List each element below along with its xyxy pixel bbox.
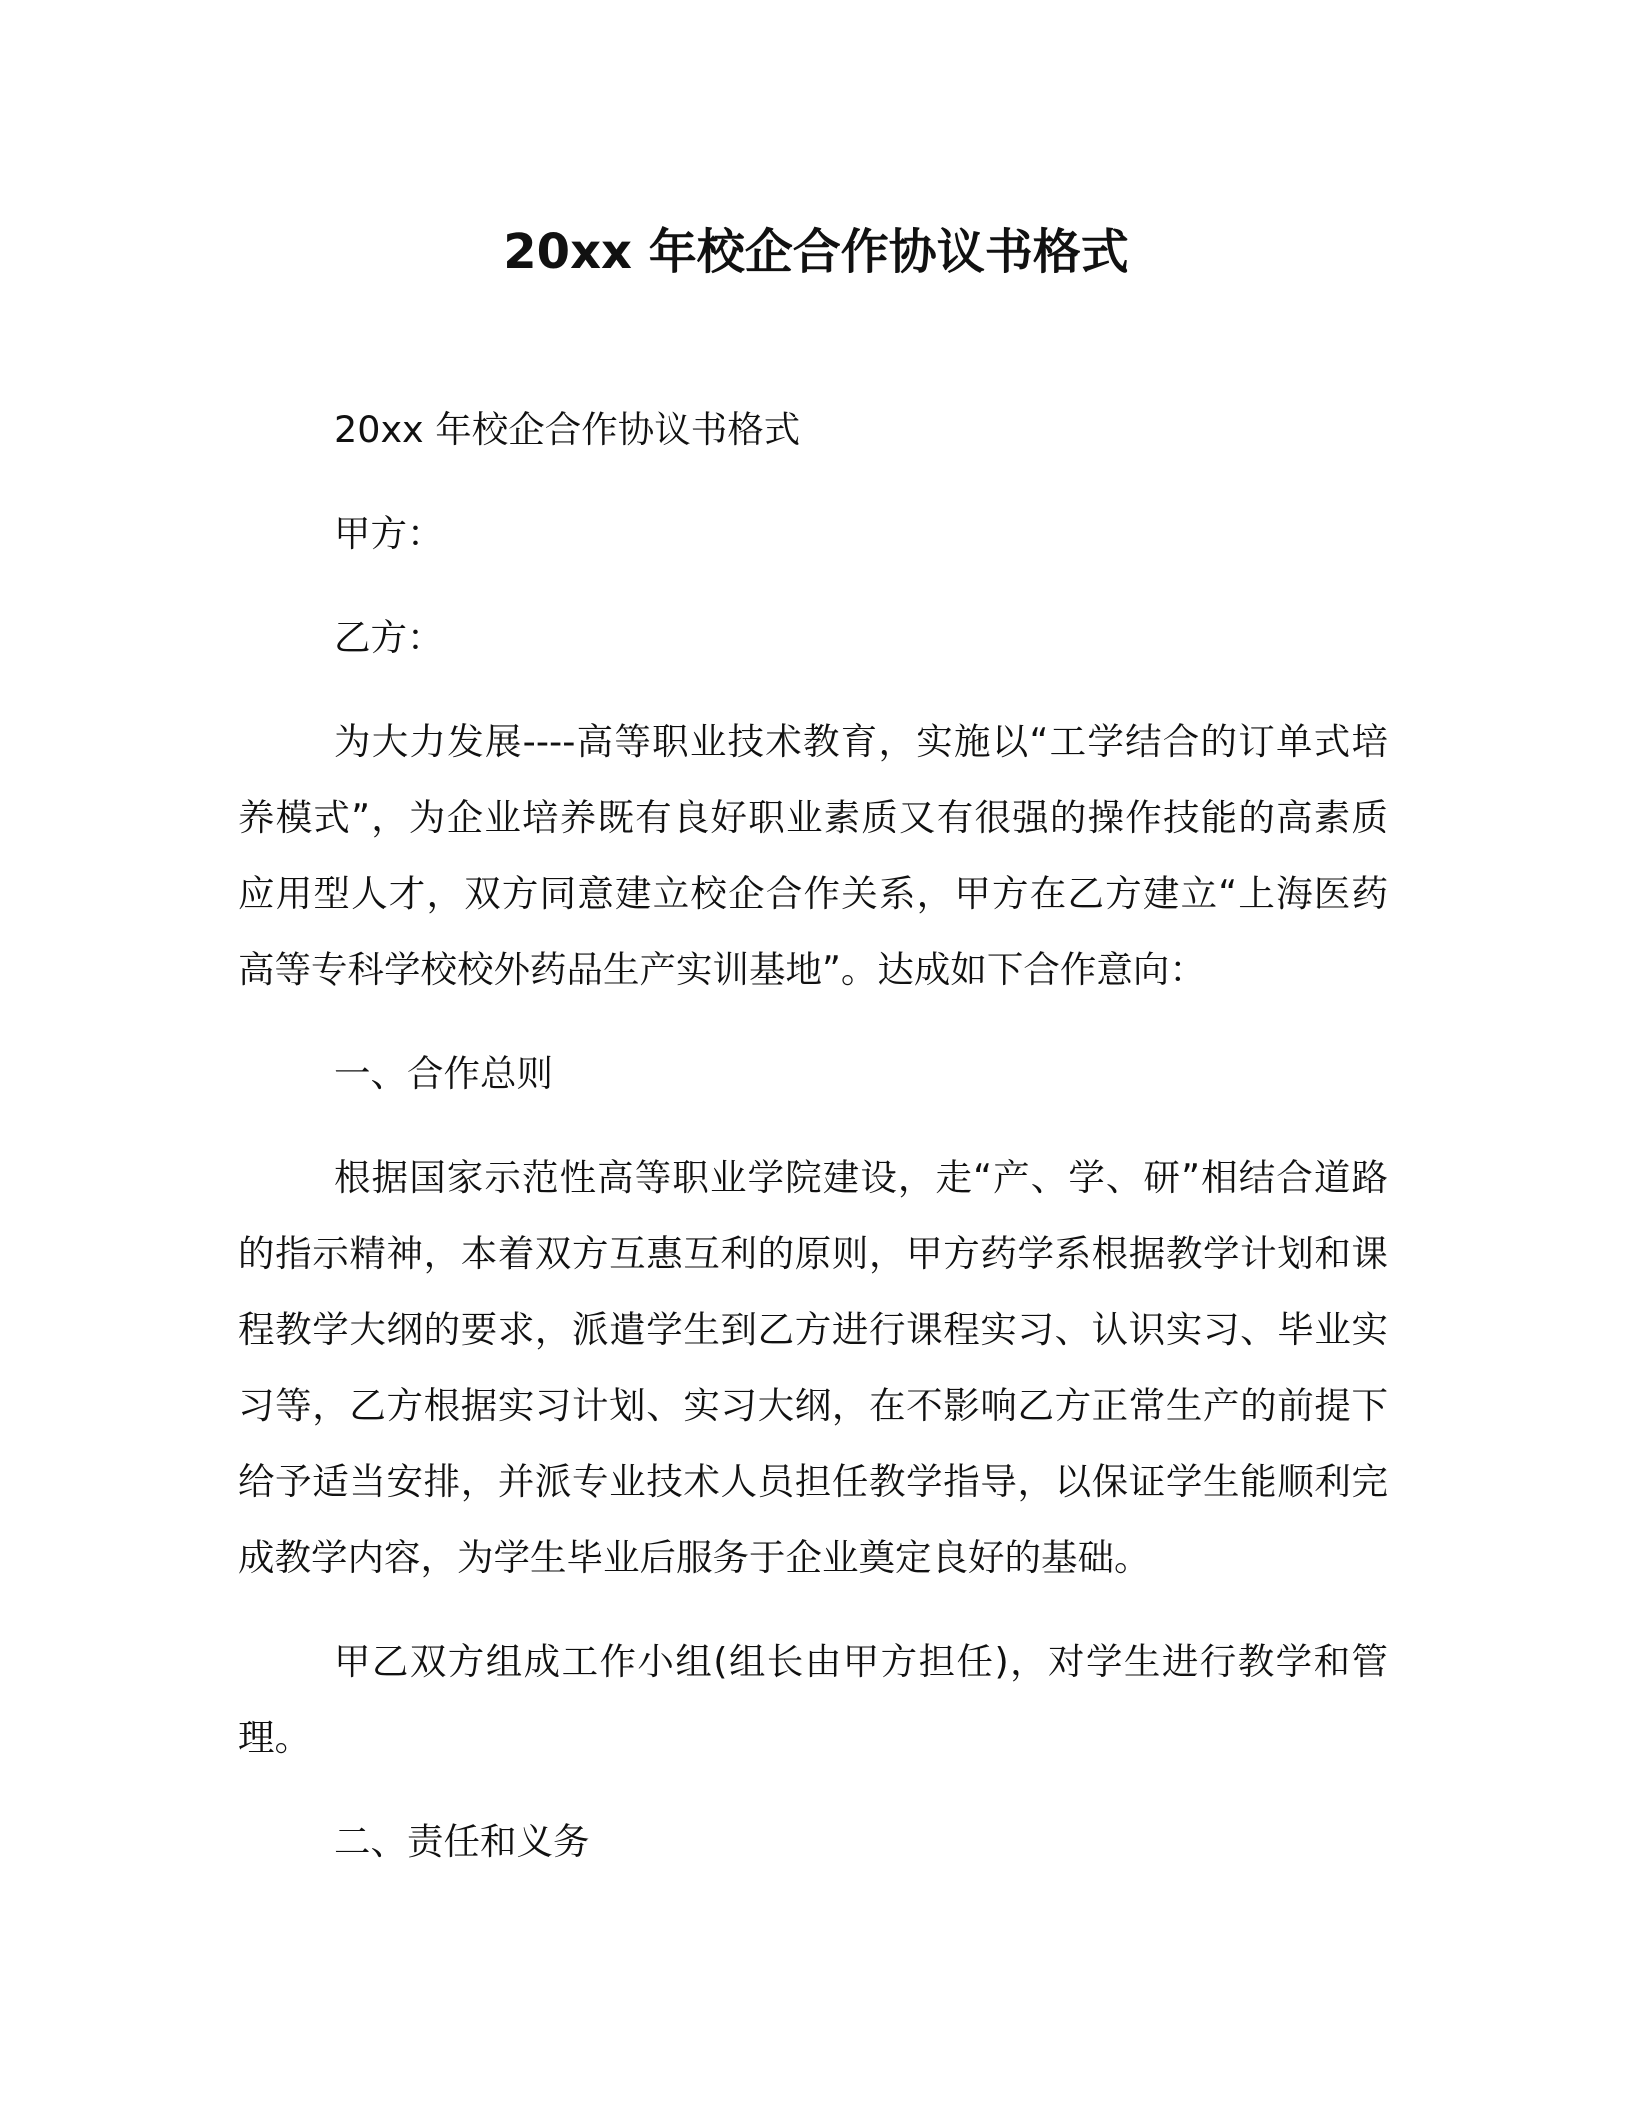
section-2-heading: 二、责任和义务 bbox=[334, 1820, 590, 1863]
intro-paragraph: 为大力发展----高等职业技术教育，实施以“工学结合的订单式培养模式”，为企业培养既有良好职业素质又有很强的操作技能的高素质应用型人才，双方同意建立校企合作关系，甲方在乙方建立“上海医药高等专科学校校外药品生产实训基地”。达成如下合作意向： bbox=[238, 720, 1388, 991]
document-body bbox=[238, 392, 1388, 1908]
section-1-heading: 一、合作总则 bbox=[334, 1052, 553, 1095]
document-title: 20xx 年校企合作协议书格式 bbox=[503, 224, 1129, 280]
document-subtitle: 20xx 年校企合作协议书格式 bbox=[334, 408, 801, 451]
party-b-line: 乙方： bbox=[334, 616, 444, 659]
section-1-paragraph-2: 甲乙双方组成工作小组(组长由甲方担任)，对学生进行教学和管理。 bbox=[238, 1640, 1388, 1759]
section-1-paragraph-1: 根据国家示范性高等职业学院建设，走“产、学、研”相结合道路的指示精神，本着双方互惠互利的原则，甲方药学系根据教学计划和课程教学大纲的要求，派遣学生到乙方进行课程实习、认识实习、毕业实习等，乙方根据实习计划、实习大纲，在不影响乙方正常生产的前提下给予适当安排，并派专业技术人员担任教学指导，以保证学生能顺利完成教学内容，为学生毕业后服务于企业奠定良好的基础。 bbox=[238, 1156, 1388, 1579]
party-a-line: 甲方： bbox=[334, 512, 444, 555]
